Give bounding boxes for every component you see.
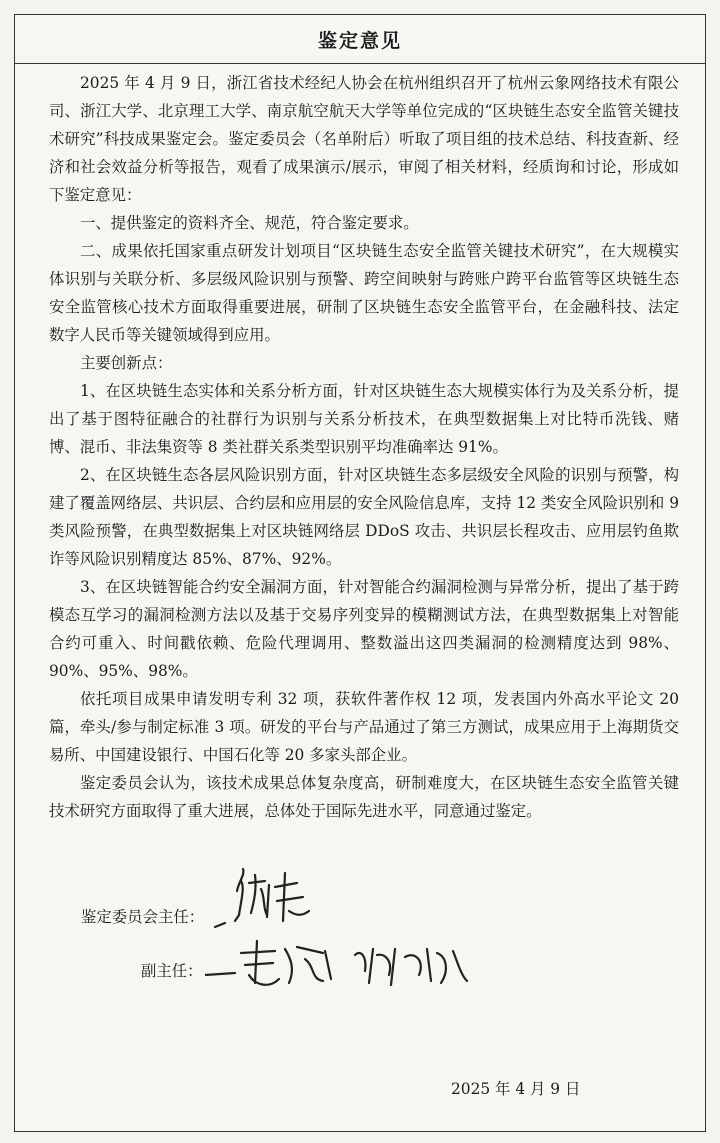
paragraph-conclusion: 鉴定委员会认为，该技术成果总体复杂度高，研制难度大，在区块链生态安全监管关键技术研究方面取得了重大进展，总体处于国际先进水平，同意通过鉴定。: [49, 774, 679, 820]
paragraph-item-2: 二、成果依托国家重点研发计划项目“区块链生态安全监管关键技术研究”，在大规模实体识别与关联分析、多层级风险识别与预警、跨空间映射与跨账户跨平台监管等区块链生态安全监管核心技术方面取得重要进展，研制了区块链生态安全监管平台，在金融科技、法定数字人民币等关键领域得到应用。: [49, 242, 679, 344]
title-row: [15, 15, 705, 64]
paragraph-innovation-1: 1、在区块链生态实体和关系分析方面，针对区块链生态大规模实体行为及关系分析，提出了基于图特征融合的社群行为识别与关系分析技术，在典型数据集上对比特币洗钱、赌博、混币、非法集资等 8 类社群关系类型识别平均准确率达 91%。: [49, 382, 679, 456]
paragraph-intro: 2025 年 4 月 9 日，浙江省技术经纪人协会在杭州组织召开了杭州云象网络技术有限公司、浙江大学、北京理工大学、南京航空航天大学等单位完成的“区块链生态安全监管关键技术研究”科技成果鉴定会。鉴定委员会（名单附后）听取了项目组的技术总结、科技查新、经济和社会效益分析等报告，观看了成果演示/展示，审阅了相关材料，经质询和讨论，形成如下鉴定意见：: [49, 74, 679, 204]
vice-chair-signatures: [205, 935, 495, 1005]
chair-signature: [205, 861, 365, 941]
document-date: 2025 年 4 月 9 日: [451, 1080, 581, 1098]
document-title: 鉴定意见: [317, 29, 402, 52]
paragraph-item-1: 一、提供鉴定的资料齐全、规范，符合鉴定要求。: [80, 214, 419, 232]
paragraph-innovation-3: 3、在区块链智能合约安全漏洞方面，针对智能合约漏洞检测与异常分析，提出了基于跨模态互学习的漏洞检测方法以及基于交易序列变异的模糊测试方法，在典型数据集上对智能合约可重入、时间戳依赖、危险代理调用、整数溢出这四类漏洞的检测精度达到 98%、90%、95%、98%。: [49, 578, 679, 680]
vice-chair-label: 副主任：: [141, 962, 203, 980]
paragraph-achievements: 依托项目成果申请发明专利 32 项，获软件著作权 12 项，发表国内外高水平论文 20 篇，牵头/参与制定标准 3 项。研发的平台与产品通过了第三方测试，成果应用于上海期货交易所、中国建设银行、中国石化等 20 多家头部企业。: [49, 690, 679, 764]
paragraph-innovations-heading: 主要创新点：: [80, 354, 173, 372]
chair-label: 鉴定委员会主任：: [81, 908, 205, 926]
paragraph-innovation-2: 2、在区块链生态各层风险识别方面，针对区块链生态多层级安全风险的识别与预警，构建了覆盖网络层、共识层、合约层和应用层的安全风险信息库，支持 12 类安全风险识别和 9 类风险预警，在典型数据集上对区块链网络层 DDoS 攻击、共识层长程攻击、应用层钓鱼欺诈等风险识别精度达 85%、87%、92%。: [49, 466, 679, 568]
appraisal-document: [14, 14, 706, 1132]
